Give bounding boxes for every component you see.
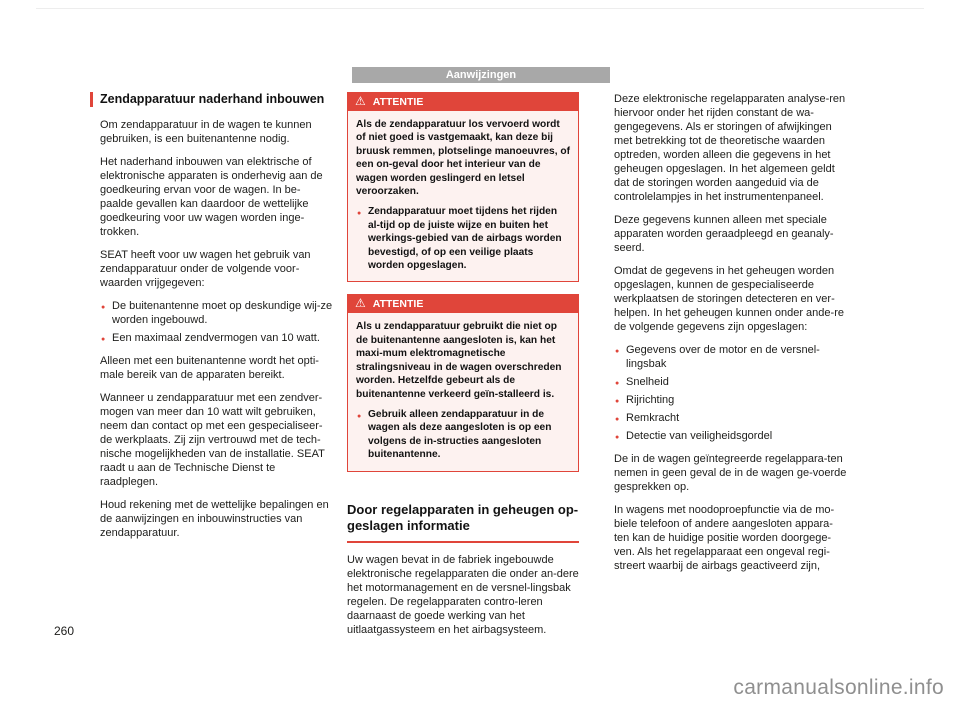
warning-text: Als de zendapparatuur los vervoerd wordt of niet goed is vastgemaakt, kan deze bij bruusk remmen, plotselinge manoeuvres, of een on-geval door het interieur van de wagen worden geslingerd en letsel veroorzaken. [356, 119, 570, 198]
warning-text: Als u zendapparatuur gebruikt die niet op de buitenantenne aangesloten is, kan het maxi-mum elektromagnetische stralingsniveau in de wagen overschreden worden. Hetzelfde gebeurt als de buitenantenne verkeerd geïn-stalleerd is. [356, 321, 562, 400]
paragraph: Uw wagen bevat in de fabriek ingebouwde elektronische regelapparaten die onder an-dere het motormanagement en de versnel-lingsbak regelen. De regelapparaten contro-leren daarnaast de goede werking van het uitlaatgassysteem en het airbagsysteem. [347, 553, 579, 636]
chapter-title: Aanwijzingen [445, 69, 517, 81]
warning-body [348, 313, 578, 470]
warning-bullet-list [356, 205, 570, 272]
bullet-item: ● Detectie van veiligheidsgordel [614, 429, 848, 443]
page-number: 260 [54, 624, 75, 638]
paragraph: Deze elektronische regelapparaten analyse-ren hiervoor onder het rijden constant de wa-gengegevens. Als er storingen of afwijkingen met betrekking tot de theoretische waarden optreden, worden alleen die gegevens in het geheugen opgeslagen. In het algemeen geldt dat de storingen worden aangeduid via de controlelampjes in het instrumentenpaneel. [614, 93, 846, 203]
paragraph: Om zendapparatuur in de wagen te kunnen gebruiken, is een buitenantenne nodig. [100, 119, 312, 145]
bullet-list [614, 343, 848, 443]
warning-icon: ⚠ [355, 94, 366, 108]
page-edge-line [36, 8, 924, 9]
paragraph: Wanneer u zendapparatuur met een zendver-mogen van meer dan 10 watt wilt gebruiken, neem dan contact op met een gespecialiseer-de werkplaats. Zij zijn vertrouwd met de tech-nische mogelijkheden van de installatie. SEAT raadt u aan de Technische Dienst te raadplegen. [100, 392, 325, 488]
bullet-item: ● Snelheid [614, 375, 848, 389]
bullet-item: ● Rijrichting [614, 393, 848, 407]
middle-column [347, 92, 579, 646]
paragraph: Het naderhand inbouwen van elektrische of elektronische apparaten is onderhevig aan de goedkeuring ervan voor de wagen. In be-paalde gevallen kan daardoor de wettelijke goedkeuring voor uw wagen worden inge-trokken. [100, 156, 323, 238]
right-column [614, 92, 848, 582]
warning-bullet-item: ● Zendapparatuur moet tijdens het rijden al-tijd op de juiste wijze en buiten het werkings-gebied van de airbags worden bevestigd, of op een veilige plaats worden opgeslagen. [356, 205, 570, 272]
warning-box [347, 92, 579, 282]
bullet-item: ● Gegevens over de motor en de versnel-lingsbak [614, 343, 848, 371]
warning-bullet-list [356, 408, 570, 462]
paragraph: In wagens met noodoproepfunctie via de mo-biele telefoon of andere aangesloten appara-ten kan de huidige positie worden doorgege-ven. Als het regelapparaat een ongeval regi-streert waarbij de airbags geactiveerd zijn, [614, 504, 835, 572]
warning-header [348, 295, 578, 313]
paragraph: Deze gegevens kunnen alleen met speciale apparaten worden geraadpleegd en geanaly-seerd. [614, 214, 834, 254]
warning-body [348, 111, 578, 281]
watermark: carmanualsonline.info [733, 676, 944, 699]
paragraph: De in de wagen geïntegreerde regelappara-ten nemen in geen geval de in de wagen ge-voerde gesprekken op. [614, 453, 847, 493]
paragraph: SEAT heeft voor uw wagen het gebruik van zendapparatuur onder de volgende voor-waarden vrijgegeven: [100, 249, 311, 289]
section-title: Door regelapparaten in geheugen op-geslagen informatie [347, 502, 579, 543]
left-column [100, 92, 333, 549]
warning-box [347, 294, 579, 471]
bullet-list [100, 299, 333, 345]
warning-label: ATTENTIE [372, 96, 424, 108]
paragraph: Omdat de gegevens in het geheugen worden opgeslagen, kunnen de gespecialiseerde werkplaatsen de storingen detecteren en ver-helpen. In het geheugen kunnen onder ande-re de volgende gegevens zijn opgeslagen: [614, 265, 844, 333]
chapter-header [352, 67, 610, 83]
warning-label: ATTENTIE [372, 298, 424, 311]
bullet-item: ● Remkracht [614, 411, 848, 425]
paragraph: Alleen met een buitenantenne wordt het opti-male bereik van de apparaten bereikt. [100, 355, 319, 381]
paragraph: Houd rekening met de wettelijke bepalingen en de aanwijzingen en inbouwinstructies van zendapparatuur. [100, 499, 329, 539]
warning-header [348, 93, 578, 111]
bullet-item: ● De buitenantenne moet op deskundige wij-ze worden ingebouwd. [100, 299, 333, 327]
topic-title: Zendapparatuur naderhand inbouwen [90, 92, 333, 107]
bullet-item: ● Een maximaal zendvermogen van 10 watt. [100, 331, 333, 345]
warning-bullet-item: ● Gebruik alleen zendapparatuur in de wagen als deze aangesloten is op een volgens de in-structies aangesloten buitenantenne. [356, 408, 570, 462]
warning-icon: ⚠ [355, 296, 366, 311]
